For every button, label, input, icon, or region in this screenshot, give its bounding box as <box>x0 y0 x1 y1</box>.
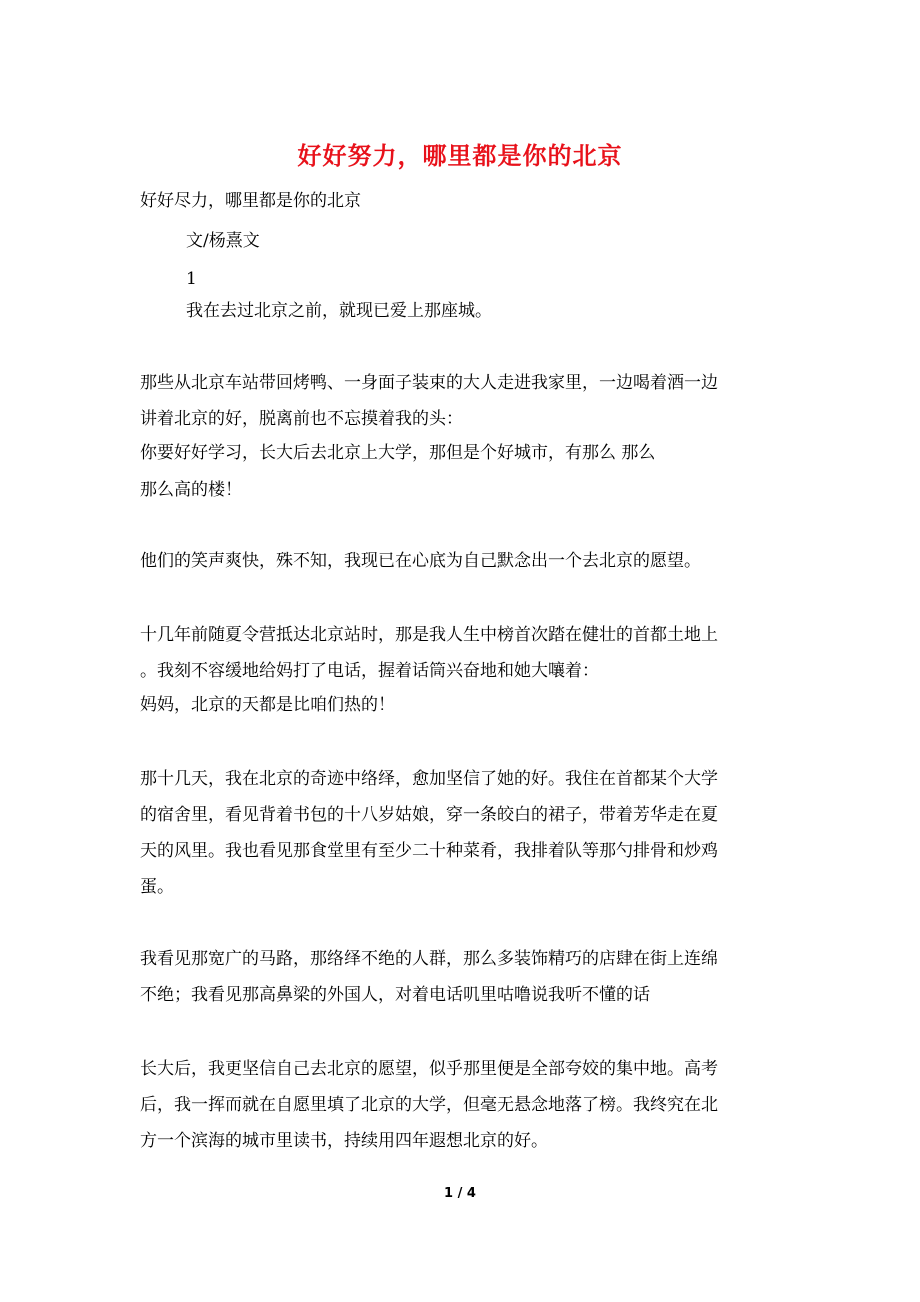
paragraph-line: 那十几天，我在北京的奇迹中络绎，愈加坚信了她的好。我住在首都某个大学 <box>140 769 718 789</box>
paragraph-line: 不绝；我看见那高鼻梁的外国人，对着电话叽里咕噜说我听不懂的话 <box>140 985 650 1005</box>
paragraph-line: 后，我一挥而就在自愿里填了北京的大学，但毫无悬念地落了榜。我终究在北 <box>140 1095 718 1115</box>
author-line: 文/杨熹文 <box>186 231 260 251</box>
document-title: 好好努力，哪里都是你的北京 <box>297 141 623 170</box>
paragraph-line: 那些从北京车站带回烤鸭、一身面子装束的大人走进我家里，一边喝着酒一边 <box>140 373 718 393</box>
paragraph-line: 天的风里。我也看见那食堂里有至少二十种菜肴，我排着队等那勺排骨和炒鸡 <box>140 841 718 861</box>
section-number: 1 <box>186 269 197 289</box>
paragraph-line: 我看见那宽广的马路，那络绎不绝的人群，那么多装饰精巧的店肆在街上连绵 <box>140 949 718 969</box>
paragraph-line: 。我刻不容缓地给妈打了电话，握着话筒兴奋地和她大嚷着： <box>140 661 599 681</box>
page-indicator: 1 / 4 <box>444 1186 476 1201</box>
paragraph-line: 那么高的楼！ <box>140 480 242 500</box>
paragraph-line: 讲着北京的好，脱离前也不忘摸着我的头： <box>140 409 463 429</box>
paragraph-line: 你要好好学习，长大后去北京上大学，那但是个好城市，有那么 那么 <box>140 443 656 463</box>
paragraph-line: 他们的笑声爽快，殊不知，我现已在心底为自己默念出一个去北京的愿望。 <box>140 551 701 571</box>
paragraph-line: 蛋。 <box>140 877 174 897</box>
paragraph-line: 妈妈，北京的天都是比咱们热的！ <box>140 695 395 715</box>
paragraph-line: 的宿舍里，看见背着书包的十八岁姑娘，穿一条皎白的裙子，带着芳华走在夏 <box>140 805 718 825</box>
paragraph-line: 长大后，我更坚信自己去北京的愿望，似乎那里便是全部夸姣的集中地。高考 <box>140 1059 718 1079</box>
subtitle: 好好尽力，哪里都是你的北京 <box>140 191 361 211</box>
paragraph-line: 十几年前随夏令营抵达北京站时，那是我人生中榜首次踏在健壮的首都土地上 <box>140 625 718 645</box>
paragraph-line: 方一个滨海的城市里读书，持续用四年遐想北京的好。 <box>140 1131 548 1151</box>
paragraph-line: 我在去过北京之前，就现已爱上那座城。 <box>186 301 492 321</box>
